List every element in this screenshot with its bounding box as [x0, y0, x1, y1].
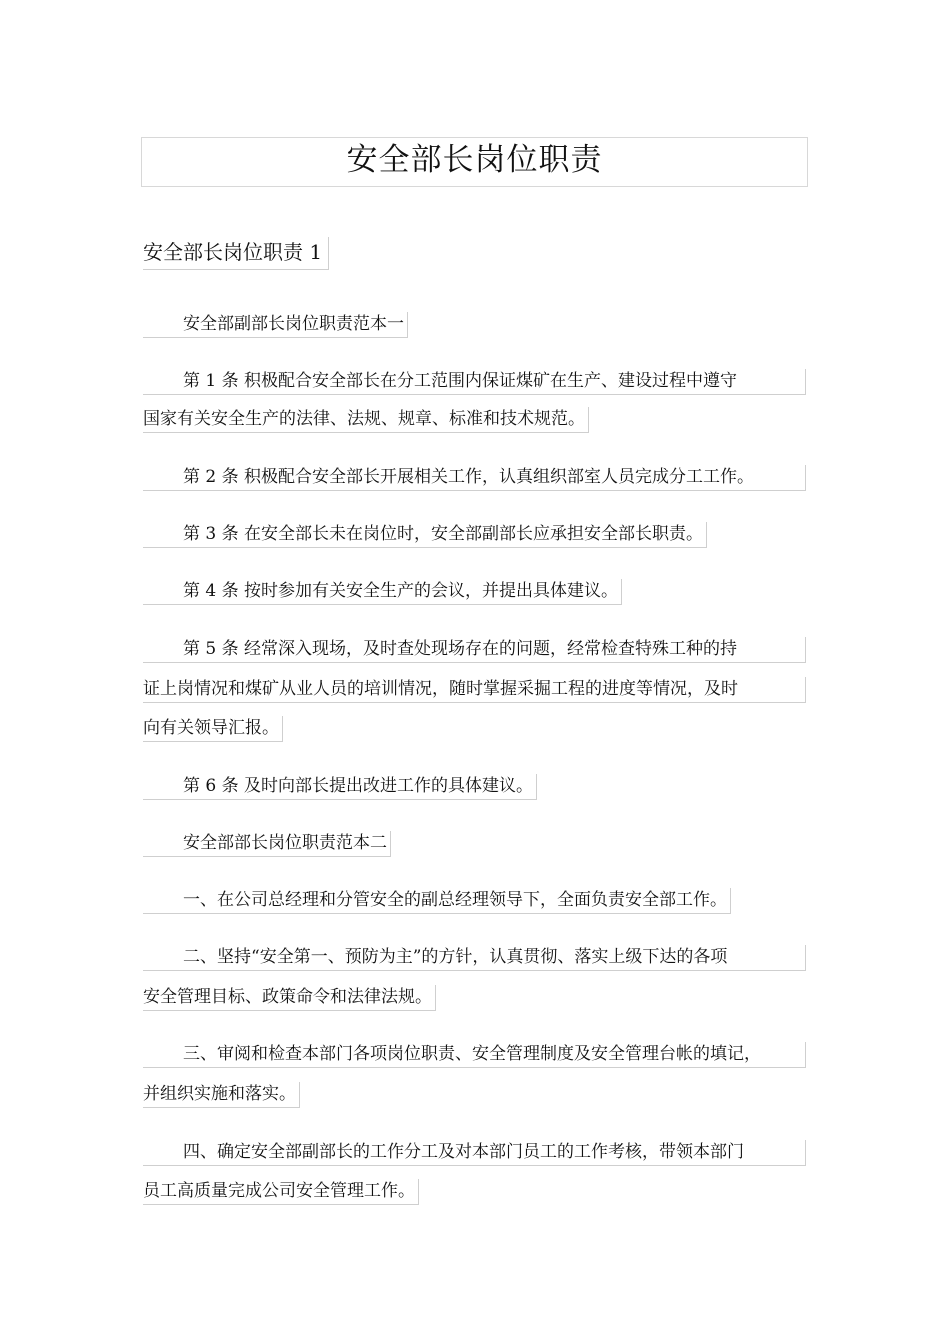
paragraph-line: 向有关领导汇报。 — [143, 716, 283, 742]
paragraph-line: 第 5 条 经常深入现场，及时查处现场存在的问题，经常检查特殊工种的持 — [143, 637, 806, 663]
paragraph-line: 证上岗情况和煤矿从业人员的培训情况，随时掌握采掘工程的进度等情况，及时 — [143, 677, 806, 703]
paragraph-line: 安全管理目标、政策命令和法律法规。 — [143, 985, 436, 1011]
paragraph-line: 第 1 条 积极配合安全部长在分工范围内保证煤矿在生产、建设过程中遵守 — [143, 369, 806, 395]
paragraph-line: 第 6 条 及时向部长提出改进工作的具体建议。 — [143, 774, 537, 800]
section-heading: 安全部长岗位职责 1 — [143, 237, 329, 270]
paragraph-line: 二、坚持“安全第一、预防为主”的方针，认真贯彻、落实上级下达的各项 — [143, 945, 806, 971]
paragraph-line: 安全部副部长岗位职责范本一 — [143, 312, 408, 338]
paragraph-line: 第 3 条 在安全部长未在岗位时，安全部副部长应承担安全部长职责。 — [143, 522, 707, 548]
paragraph-line: 第 2 条 积极配合安全部长开展相关工作，认真组织部室人员完成分工工作。 — [143, 465, 806, 491]
paragraph-line: 三、审阅和检查本部门各项岗位职责、安全管理制度及安全管理台帐的填记， — [143, 1042, 806, 1068]
paragraph-line: 国家有关安全生产的法律、法规、规章、标准和技术规范。 — [143, 407, 589, 433]
paragraph-line: 第 4 条 按时参加有关安全生产的会议，并提出具体建议。 — [143, 579, 622, 605]
paragraph-line: 并组织实施和落实。 — [143, 1082, 300, 1108]
paragraph-line: 员工高质量完成公司安全管理工作。 — [143, 1179, 419, 1205]
paragraph-line: 一、在公司总经理和分管安全的副总经理领导下，全面负责安全部工作。 — [143, 888, 731, 914]
document-title-box — [141, 137, 808, 187]
document-title: 安全部长岗位职责 — [346, 142, 603, 178]
paragraph-line: 安全部部长岗位职责范本二 — [143, 831, 391, 857]
paragraph-line: 四、确定安全部副部长的工作分工及对本部门员工的工作考核，带领本部门 — [143, 1140, 806, 1166]
